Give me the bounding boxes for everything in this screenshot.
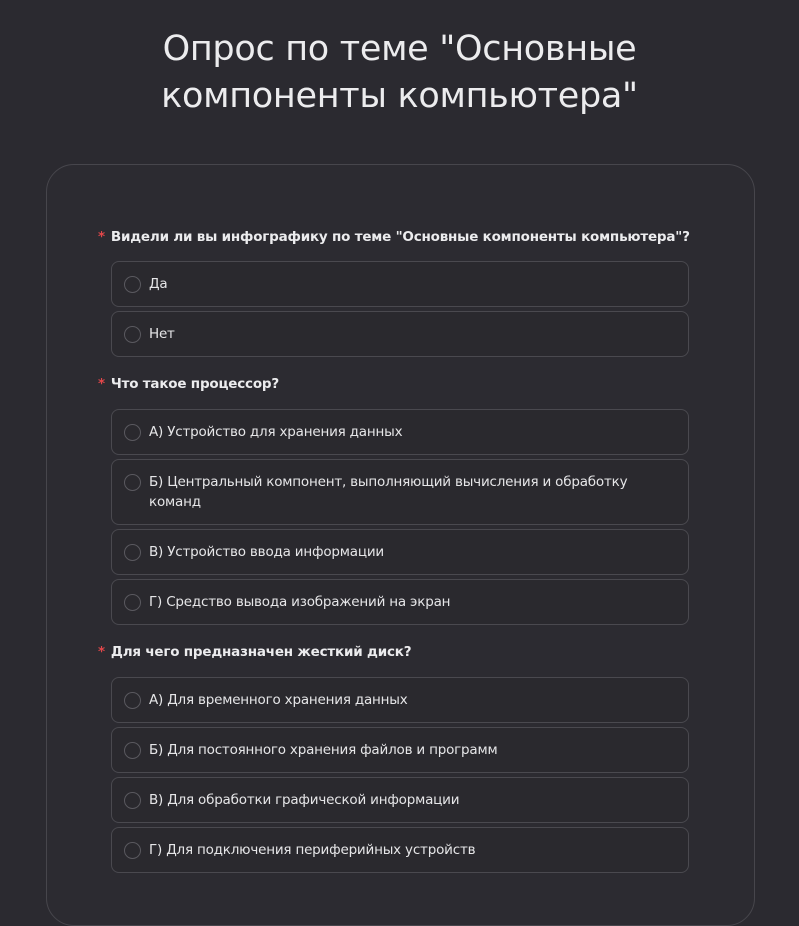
radio-option[interactable] [111,459,689,525]
question-label [98,644,411,660]
question-text: Видели ли вы инфографику по теме "Основные компоненты компьютера"? [110,229,690,245]
option-label: Г) Средство вывода изображений на экран [149,594,451,610]
radio-circle-icon[interactable] [124,842,141,859]
radio-option[interactable] [111,777,689,823]
radio-circle-icon[interactable] [124,594,141,611]
radio-option[interactable] [111,261,689,307]
question-text: Что такое процессор? [110,376,280,392]
option-label: В) Устройство ввода информации [149,544,384,560]
question-label [98,229,690,245]
radio-option[interactable] [111,677,689,723]
option-label: А) Для временного хранения данных [149,692,408,708]
title-line: компоненты компьютера" [161,76,638,116]
radio-circle-icon[interactable] [124,474,141,491]
question-text: Для чего предназначен жесткий диск? [110,644,412,660]
radio-circle-icon[interactable] [124,326,141,343]
option-label: Б) Центральный компонент, выполняющий вычисления и обработку команд [149,474,628,510]
option-label: Г) Для подключения периферийных устройств [149,842,476,858]
required-asterisk: * [98,644,105,660]
option-label: Да [149,276,168,292]
radio-circle-icon[interactable] [124,424,141,441]
radio-option[interactable] [111,311,689,357]
option-label: А) Устройство для хранения данных [149,424,403,440]
radio-option[interactable] [111,579,689,625]
option-label: Нет [149,326,175,342]
required-asterisk: * [98,376,105,392]
radio-circle-icon[interactable] [124,692,141,709]
required-asterisk: * [98,229,105,245]
title-line: Опрос по теме "Основные [162,29,637,69]
option-label: Б) Для постоянного хранения файлов и программ [149,742,498,758]
radio-circle-icon[interactable] [124,792,141,809]
radio-option[interactable] [111,409,689,455]
radio-option[interactable] [111,827,689,873]
option-label: В) Для обработки графической информации [149,792,460,808]
radio-circle-icon[interactable] [124,276,141,293]
radio-circle-icon[interactable] [124,742,141,759]
radio-option[interactable] [111,529,689,575]
question-label [98,376,279,392]
radio-option[interactable] [111,727,689,773]
radio-circle-icon[interactable] [124,544,141,561]
survey-title [0,26,799,120]
